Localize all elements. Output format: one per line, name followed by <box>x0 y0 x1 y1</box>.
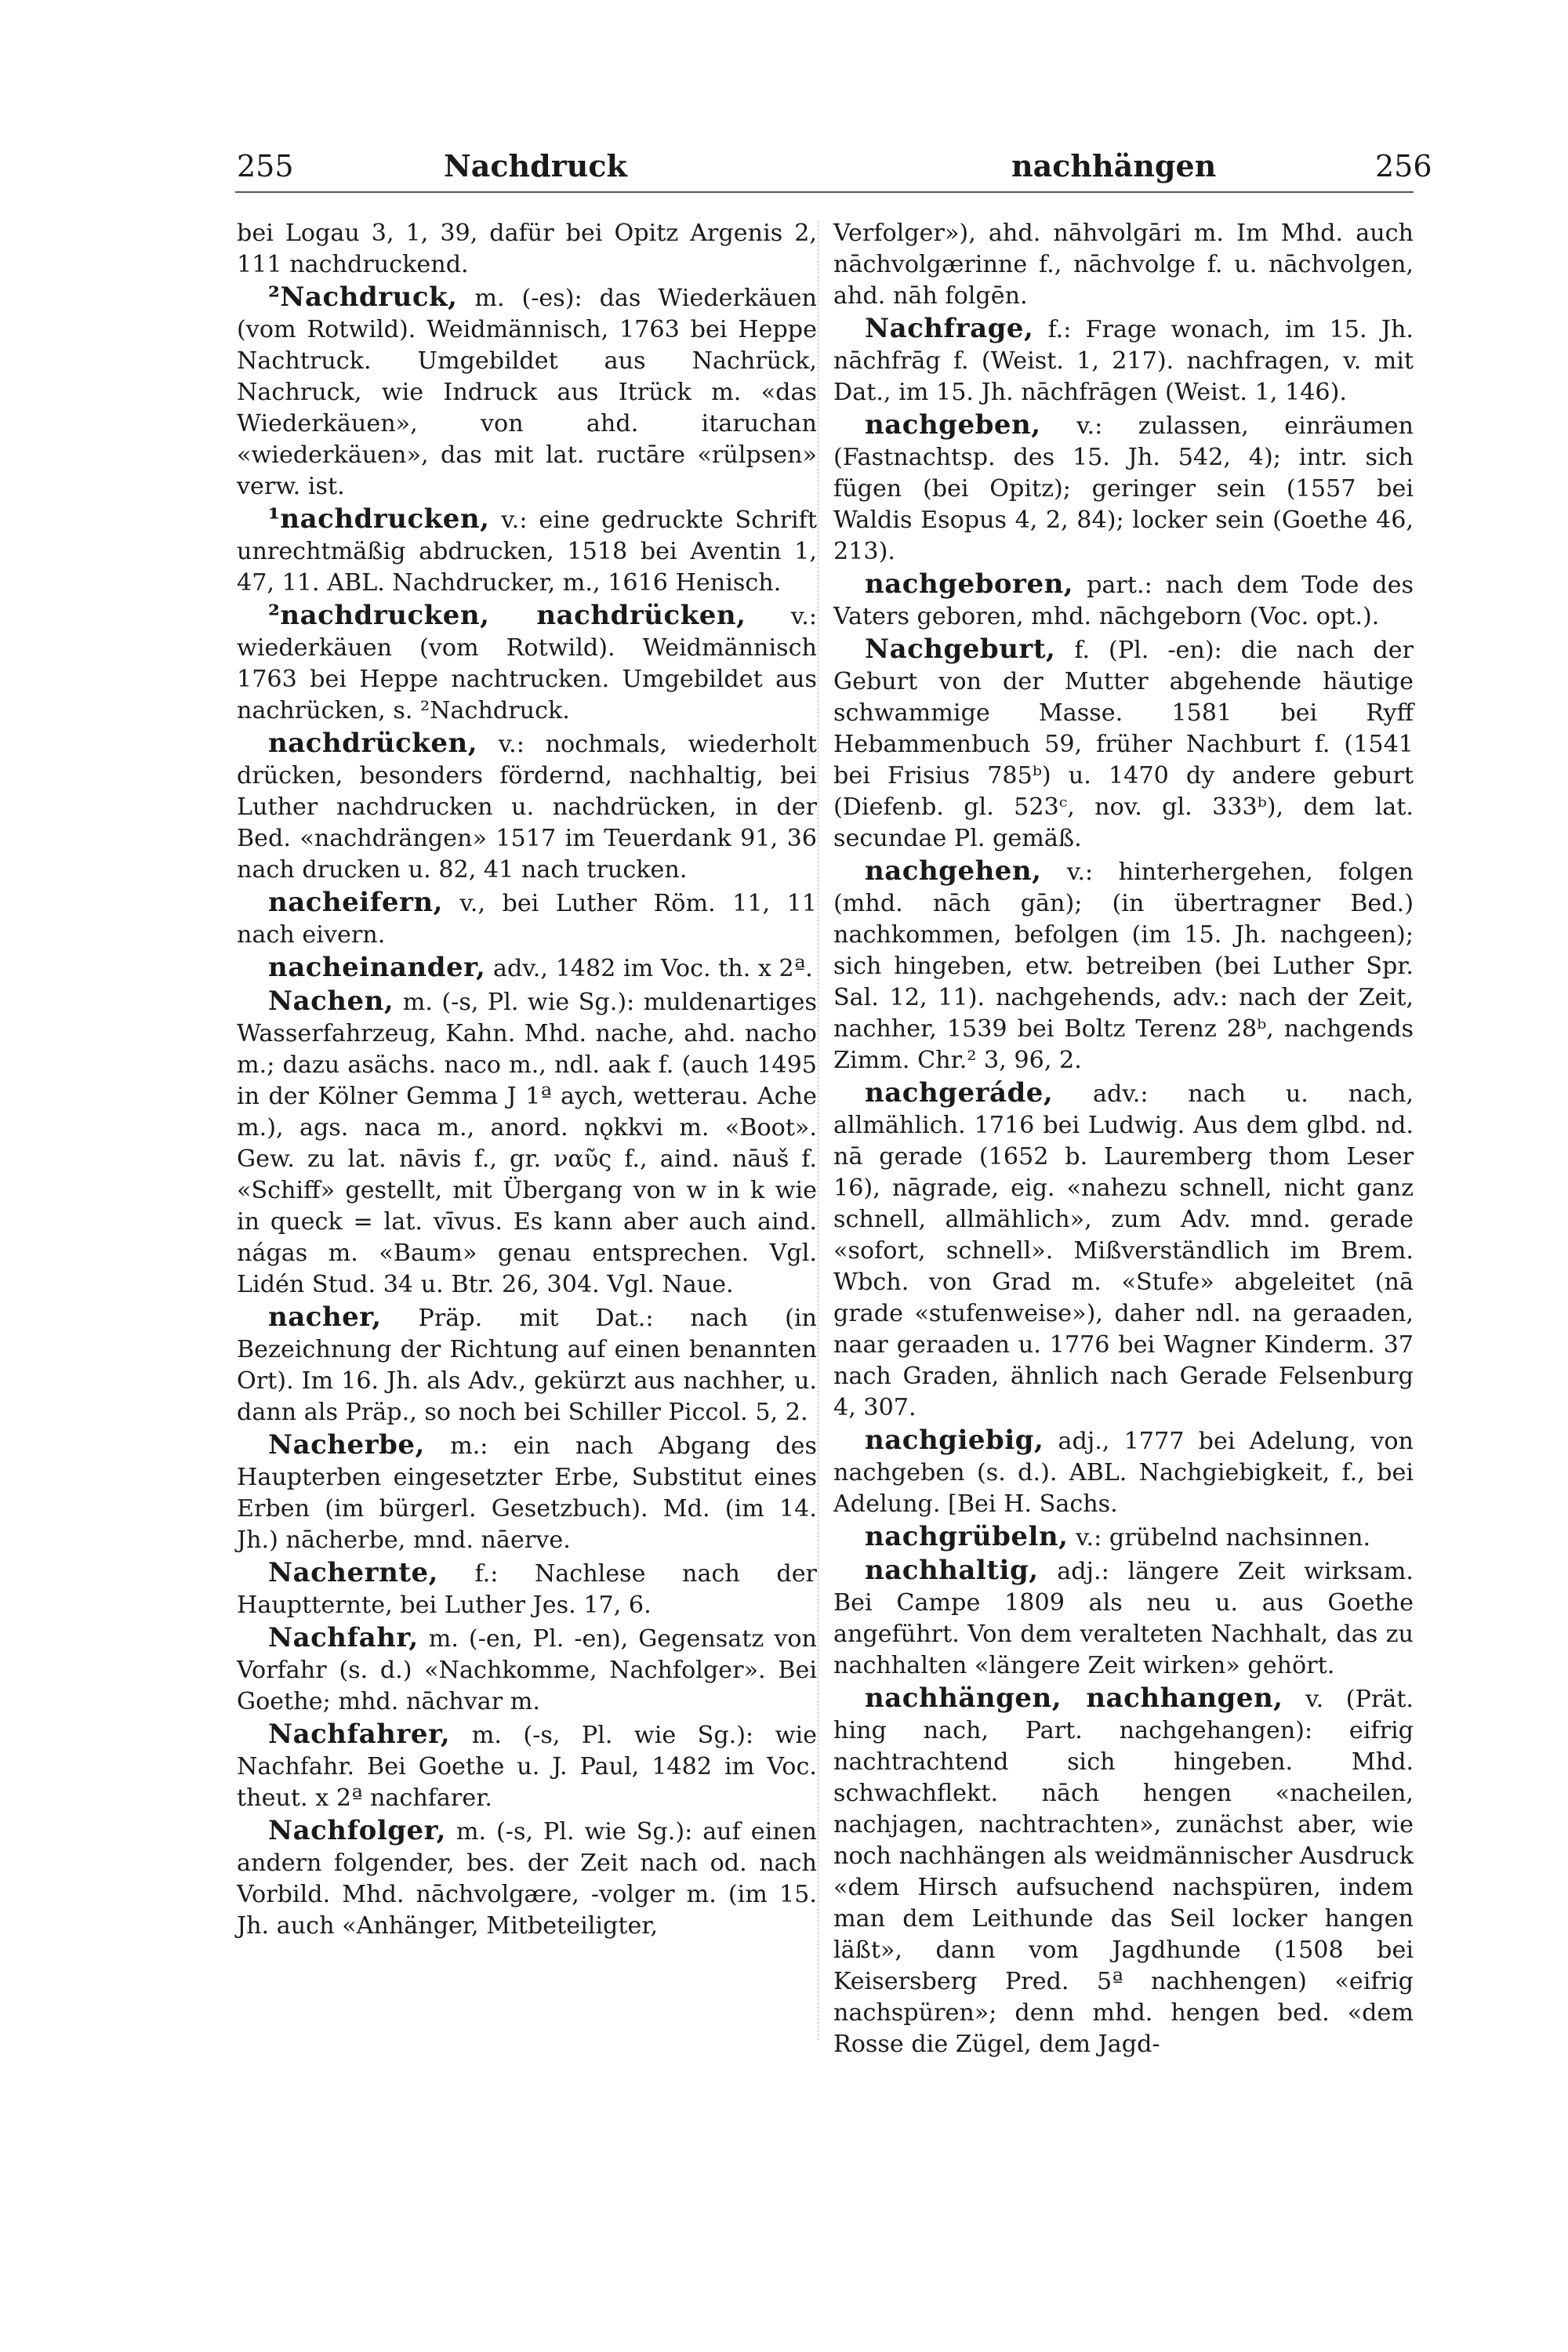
dictionary-entry <box>237 600 817 727</box>
entry-text: v.: eine gedruckte Schrift unrechtmäßig abdrucken, 1518 bei Aventin 1, 47, 11. ABL. Nachdrucker, m., 1616 Henisch. <box>237 506 817 597</box>
entry-headword: nachdrücken, <box>268 728 478 759</box>
entry-text: Verfolger»), ahd. nāhvolgāri m. Im Mhd. auch nāchvolgærinne f., nāchvolge f. u. nāchvolgen, ahd. nāh folgēn. <box>833 220 1414 310</box>
entry-headword: nacheifern, <box>268 887 443 918</box>
entry-headword: Nachfolger, <box>268 1815 446 1846</box>
dictionary-entry <box>237 728 817 886</box>
dictionary-entry <box>237 985 817 1301</box>
entry-headword: nachhaltig, <box>865 1555 1039 1586</box>
entry-headword: ²nachdrucken, nachdrücken, <box>268 600 746 631</box>
entry-text: v. (Prät. hing nach, Part. nachgehangen): eifrig nachtrachtend sich hingeben. Mhd. schwachflekt. nāch hengen «nacheilen, nachjagen, nachtrachten», zunächst aber, wie noch nachhängen als weidmännischer Ausdruck «dem Hirsch aufsuchend nachspüren, indem man dem Leithunde das Seil locker hangen läßt», dann vom Jagdhunde (1508 bei Keisersberg Pred. 5ª nachhengen) «eifrig nachspüren»; denn mhd. hengen bed. «dem Rosse die Zügel, dem Jagd- <box>833 1686 1414 2058</box>
running-head-left: Nachdruck <box>444 148 627 183</box>
entry-text: bei Logau 3, 1, 39, dafür bei Opitz Argenis 2, 111 nachdruckend. <box>237 220 817 278</box>
entry-text: v.: hinterhergehen, folgen (mhd. nāch gān); (in übertragner Bed.) nachkommen, befolgen (im 15. Jh. nachgeen); sich hingeben, etw. betreiben (bei Luther Spr. Sal. 12, 11). nachgehends, adv.: nach der Zeit, nachher, 1539 bei Boltz Terenz 28ᵇ, nachgends Zimm. Chr.² 3, 96, 2. <box>833 858 1414 1074</box>
entry-headword: nacheinander, <box>268 952 486 983</box>
dictionary-entry <box>237 1557 817 1621</box>
entry-text: m. (-es): das Wiederkäuen (vom Rotwild). Weidmännisch, 1763 bei Heppe Nachtruck. Umgebildet aus Nachrück, Nachruck, wie Indruck aus Itrück m. «das Wiederkäuen», von ahd. itaruchan «wiederkäuen», das mit lat. ructāre «rülpsen» verw. ist. <box>237 285 817 500</box>
entry-headword: Nacherbe, <box>268 1429 425 1461</box>
dictionary-entry <box>833 1425 1414 1520</box>
dictionary-entry <box>237 218 817 281</box>
entry-headword: nachgeboren, <box>865 568 1074 600</box>
running-head-right: nachhängen <box>1011 148 1217 183</box>
entry-headword: Nachfahr, <box>268 1622 419 1653</box>
entry-text: Präp. mit Dat.: nach (in Bezeichnung der Richtung auf einen benannten Ort). Im 16. Jh. als Adv., gekürzt aus nachher, u. dann als Präp., so noch bei Schiller Piccol. 5, 2. <box>237 1305 817 1426</box>
entry-text: m. (-s, Pl. wie Sg.): wie Nachfahr. Bei Goethe u. J. Paul, 1482 im Voc. theut. x 2ª nachfarer. <box>237 1722 817 1812</box>
left-column <box>237 218 817 1943</box>
entry-text: v., bei Luther Röm. 11, 11 nach eivern. <box>237 890 817 949</box>
entry-headword: nachgiebig, <box>865 1425 1044 1456</box>
entry-text: f.: Frage wonach, im 15. Jh. nāchfrāg f. (Weist. 1, 217). nachfragen, v. mit Dat., im 15. Jh. nāchfrāgen (Weist. 1, 146). <box>833 316 1414 406</box>
entry-text: adv.: nach u. nach, allmählich. 1716 bei Ludwig. Aus dem glbd. nd. nā gerade (1652 b. Lauremberg thom Leser 16), nāgrade, eig. «nahezu schnell, nicht ganz schnell, allmählich», zum Adv. mnd. gerade «sofort, schnell». Mißverständlich im Brem. Wbch. von Grad m. «Stufe» abgeleitet (nā grade «stufenweise»), daher ndl. na geraaden, naar geraaden u. 1776 bei Wagner Kinderm. 37 nach Graden, ähnlich nach Gerade Felsenburg 4, 307. <box>833 1080 1414 1421</box>
entry-headword: Nachgeburt, <box>865 633 1056 665</box>
entry-text: m. (-s, Pl. wie Sg.): muldenartiges Wasserfahrzeug, Kahn. Mhd. nache, ahd. nacho m.; dazu asächs. naco m., ndl. aak f. (auch 1495 in der Kölner Gemma J 1ª aych, wetterau. Ache m.), ags. naca m., anord. nǫkkvi m. «Boot». Gew. zu lat. nāvis f., gr. ναῦς f., aind. nāuš f. «Schiff» gestellt, mit Übergang von w in k wie in queck = lat. vīvus. Es kann aber auch aind. nágas m. «Baum» genau entsprechen. Vgl. Lidén Stud. 34 u. Btr. 26, 304. Vgl. Naue. <box>237 989 817 1298</box>
entry-headword: nachgrübeln, <box>865 1521 1069 1552</box>
dictionary-entry <box>237 952 817 985</box>
page-number-right: 256 <box>1375 149 1432 183</box>
entry-headword: Nachfrage, <box>865 313 1034 344</box>
entry-headword: nachgeben, <box>865 409 1041 441</box>
entry-headword: nachgehen, <box>865 855 1042 887</box>
entry-text: m.: ein nach Abgang des Haupterben eingesetzter Erbe, Substitut eines Erben (im bürgerl. Gesetzbuch). Md. (im 14. Jh.) nācherbe, mnd. nāerve. <box>237 1432 817 1554</box>
page-number-left: 255 <box>237 149 294 183</box>
dictionary-entry <box>833 568 1414 633</box>
entry-text: adv., 1482 im Voc. th. x 2ª. <box>492 955 813 982</box>
dictionary-entry <box>833 218 1414 312</box>
entry-text: v.: wiederkäuen (vom Rotwild). Weidmännisch 1763 bei Heppe nachtrucken. Umgebildet aus nachrücken, s. ²Nachdruck. <box>237 603 817 724</box>
dictionary-entry <box>833 1077 1414 1424</box>
dictionary-entry <box>833 1682 1414 2060</box>
entry-headword: nacher, <box>268 1301 382 1333</box>
dictionary-entry <box>237 1622 817 1718</box>
header-rule <box>235 191 1414 193</box>
dictionary-entry <box>237 887 817 951</box>
entry-text: m. (-s, Pl. wie Sg.): auf einen andern folgender, bes. der Zeit nach od. nach Vorbild. Mhd. nāchvolgære, -volger m. (im 15. Jh. auch «Anhänger, Mitbeteiligter, <box>237 1818 817 1940</box>
entry-headword: ²Nachdruck, <box>268 281 458 313</box>
entry-text: v.: grübelnd nachsinnen. <box>1076 1524 1371 1552</box>
entry-headword: Nachfahrer, <box>268 1719 451 1750</box>
dictionary-entry <box>833 1521 1414 1554</box>
entry-headword: ¹nachdrucken, <box>268 503 490 535</box>
entry-text: v.: nochmals, wiederholt drücken, besonders fördernd, nachhaltig, bei Luther nachdrucken u. nachdrücken, in der Bed. «nachdrängen» 1517 im Teuerdank 91, 36 nach drucken u. 82, 41 nach trucken. <box>237 731 817 884</box>
right-column <box>833 218 1414 2061</box>
dictionary-entry <box>237 1815 817 1942</box>
dictionary-entry <box>237 1301 817 1428</box>
entry-text: v.: zulassen, einräumen (Fastnachtsp. des 15. Jh. 542, 4); intr. sich fügen (bei Opitz); geringer sein (1557 bei Waldis Esopus 4, 2, 84); locker sein (Goethe 46, 213). <box>833 412 1414 565</box>
dictionary-entry <box>237 1429 817 1556</box>
entry-headword: nachgeráde, <box>865 1077 1054 1109</box>
dictionary-entry <box>833 633 1414 855</box>
dictionary-entry <box>237 1719 817 1814</box>
entry-text: adj., 1777 bei Adelung, von nachgeben (s. d.). ABL. Nachgiebigkeit, f., bei Adelung. [Bei H. Sachs. <box>833 1428 1414 1518</box>
entry-text: adj.: längere Zeit wirksam. Bei Campe 1809 als neu u. aus Goethe angeführt. Von dem veralteten Nachhalt, das zu nachhalten «längere Zeit wirken» gehört. <box>833 1558 1414 1679</box>
entry-headword: Nachen, <box>268 985 394 1017</box>
dictionary-entry <box>237 503 817 599</box>
dictionary-entry <box>833 855 1414 1076</box>
dictionary-entry <box>237 281 817 503</box>
entry-headword: nachhängen, nachhangen, <box>865 1682 1283 1714</box>
dictionary-entry <box>833 1555 1414 1682</box>
dictionary-entry <box>833 409 1414 568</box>
entry-text: f. (Pl. -en): die nach der Geburt von der Mutter abgehende häutige schwammige Masse. 1581 bei Ryff Hebammenbuch 59, früher Nachburt f. (1541 bei Frisius 785ᵇ) u. 1470 dy andere geburt (Diefenb. gl. 523ᶜ, nov. gl. 333ᵇ), dem lat. secundae Pl. gemäß. <box>833 637 1414 852</box>
entry-text: f.: Nachlese nach der Hauptternte, bei Luther Jes. 17, 6. <box>237 1560 817 1619</box>
entry-text: m. (-en, Pl. -en), Gegensatz von Vorfahr (s. d.) «Nachkomme, Nachfolger». Bei Goethe; mhd. nāchvar m. <box>237 1625 817 1715</box>
dictionary-entry <box>833 313 1414 408</box>
entry-headword: Nachernte, <box>268 1557 438 1588</box>
entry-text: part.: nach dem Tode des Vaters geboren, mhd. nāchgeborn (Voc. opt.). <box>833 572 1414 630</box>
